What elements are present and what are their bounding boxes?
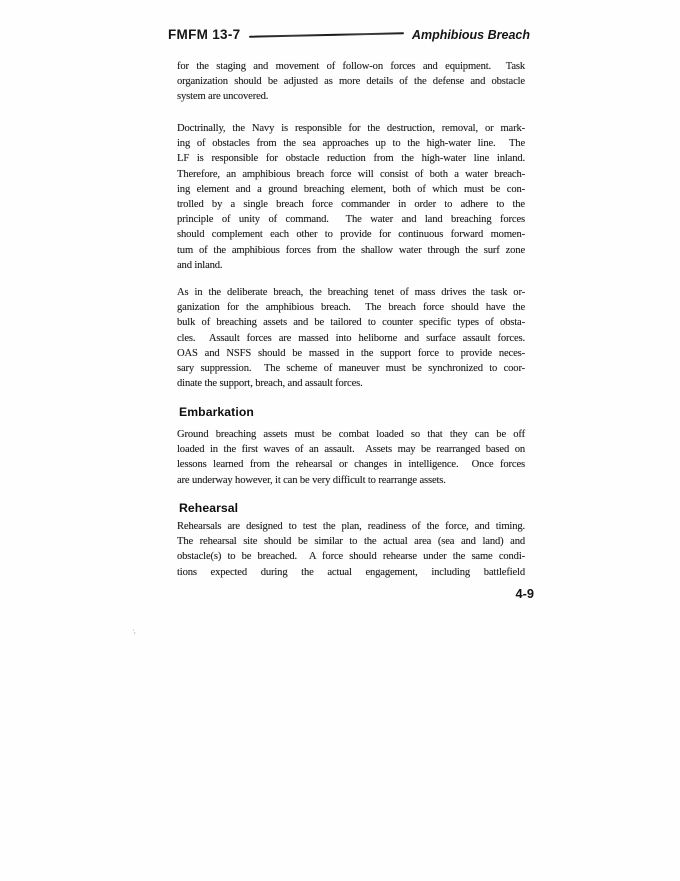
text-line: system are uncovered. (177, 91, 269, 103)
page-header (168, 27, 530, 42)
section-heading-embarkation: Embarkation (179, 405, 254, 419)
text-line: sary suppression. The scheme of maneuver must be synchronized to coor- (177, 363, 525, 375)
body-paragraph-2 (177, 121, 525, 273)
text-line: The rehearsal site should be similar to the actual area (sea and land) and (177, 536, 525, 548)
text-line: As in the deliberate breach, the breaching tenet of mass drives the task or- (177, 287, 525, 298)
text-line: lessons learned from the rehearsal or changes in intelligence. Once forces (177, 459, 525, 471)
text-line: dinate the support, breach, and assault forces. (177, 378, 363, 390)
header-rule-line (249, 32, 404, 38)
body-paragraph-4 (177, 427, 525, 488)
text-line: principle of unity of command. The water and land breaching forces (177, 214, 525, 226)
page-number: 4-9 (515, 586, 534, 601)
scan-speck-artifact: ·, (131, 624, 136, 636)
text-line: obstacle(s) to be breached. A force should rehearse under the same condi- (177, 551, 525, 563)
text-line: Ground breaching assets must be combat loaded so that they can be off (177, 429, 525, 440)
section-heading-rehearsal: Rehearsal (179, 501, 239, 515)
text-line: ing element and a ground breaching element, both of which must be con- (177, 183, 525, 195)
text-line: for the staging and movement of follow-on forces and equipment. Task (177, 61, 525, 72)
text-line: LF is responsible for obstacle reduction from the high-water line inland. (177, 153, 525, 165)
text-line: loaded in the first waves of an assault. Assets may be rearranged based on (177, 444, 525, 456)
text-line: tions expected during the actual engagement, including battlefield (177, 566, 525, 578)
body-paragraph-1 (177, 59, 525, 105)
text-line: organization should be adjusted as more details of the defense and obstacle (177, 76, 525, 88)
text-line: cles. Assault forces are massed into heliborne and surface assault forces. (177, 332, 525, 344)
text-line: OAS and NSFS should be massed in the support force to provide neces- (177, 347, 525, 359)
header-chapter-title: Amphibious Breach (411, 27, 530, 42)
body-paragraph-5 (177, 519, 525, 580)
text-line: bulk of breaching assets and be tailored to counter specific types of obsta- (177, 317, 525, 329)
text-line: tum of the amphibious forces from the shallow water through the surf zone (177, 244, 525, 256)
text-line: trolled by a single breach force commander in order to adhere to the (177, 199, 525, 211)
text-line: Doctrinally, the Navy is responsible for the destruction, removal, or mark- (177, 123, 525, 134)
text-line: and inland. (177, 259, 223, 271)
text-line: ganization for the amphibious breach. The breach force should have the (177, 302, 525, 314)
body-paragraph-3 (177, 285, 525, 391)
text-line: are underway however, it can be very difficult to rearrange assets. (177, 474, 446, 486)
text-line: Rehearsals are designed to test the plan, readiness of the force, and timing. (177, 521, 525, 532)
header-document-number: FMFM 13-7 (168, 27, 241, 42)
text-line: should complement each other to provide for continuous forward momen- (177, 229, 525, 241)
text-line: ing of obstacles from the sea approaches up to the high-water line. The (177, 138, 525, 150)
text-line: Therefore, an amphibious breach force will consist of both a water breach- (177, 168, 525, 180)
